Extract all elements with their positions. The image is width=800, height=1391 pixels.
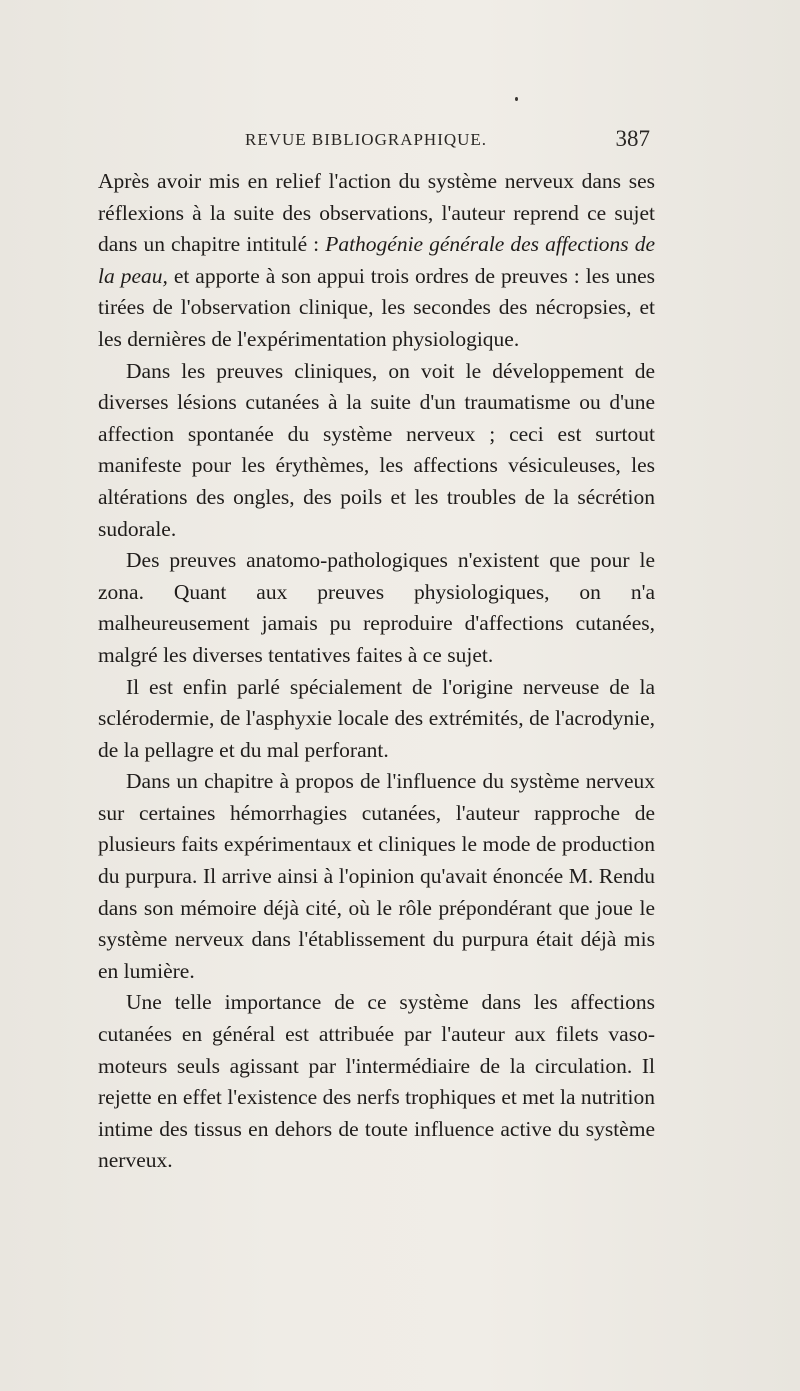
page-header bbox=[98, 120, 658, 160]
paragraph-1-italic-title: Pathogénie générale des affections de la peau, bbox=[98, 232, 655, 288]
body-text bbox=[98, 166, 655, 1177]
paragraph-1-text-a: Après avoir mis en relief l'action du système nerveux dans ses réflexions à la suite des observations, l'auteur reprend ce sujet dans un chapitre intitulé : bbox=[98, 169, 655, 257]
paragraph-4: Il est enfin parlé spécialement de l'origine nerveuse de la sclérodermie, de l'asphyxie locale des extrémités, de l'acrodynie, de la pellagre et du mal perforant. bbox=[98, 674, 655, 762]
paragraph-2: Dans les preuves cliniques, on voit le développement de diverses lésions cutanées à la suite d'un traumatisme ou d'une affection spontanée du système nerveux ; ceci est surtout manifeste pour les érythèmes, les affections vésiculeuses, les altérations des ongles, des poils et les troubles de la sécrétion sudorale. bbox=[98, 358, 655, 541]
paragraph-1 bbox=[98, 166, 655, 356]
page-number: 387 bbox=[615, 126, 650, 151]
paragraph-6: Une telle importance de ce système dans les affections cutanées en général est attribuée par l'auteur aux filets vaso-moteurs seuls agissant par l'intermédiaire de la circulation. Il rejette en effet l'existence des nerfs trophiques et met la nutrition intime des tissus en dehors de toute influence active du système nerveux. bbox=[98, 990, 655, 1173]
running-head: REVUE BIBLIOGRAPHIQUE. bbox=[245, 130, 488, 149]
paragraph-3: Des preuves anatomo-pathologiques n'existent que pour le zona. Quant aux preuves physiologiques, on n'a malheureusement jamais pu reproduire d'affections cutanées, malgré les diverses tentatives faites à ce sujet. bbox=[98, 548, 655, 667]
paragraph-5: Dans un chapitre à propos de l'influence du système nerveux sur certaines hémorrhagies cutanées, l'auteur rapproche de plusieurs faits expérimentaux et cliniques le mode de production du purpura. Il arrive ainsi à l'opinion qu'avait énoncée M. Rendu dans son mémoire déjà cité, où le rôle prépondérant que joue le système nerveux dans l'établissement du purpura était déjà mis en lumière. bbox=[98, 769, 655, 983]
ink-speck bbox=[515, 97, 518, 101]
paragraph-1-text-b: et apporte à son appui trois ordres de preuves : les unes tirées de l'observation clinique, les secondes des nécropsies, et les dernières de l'expérimentation physiologique. bbox=[98, 263, 655, 351]
